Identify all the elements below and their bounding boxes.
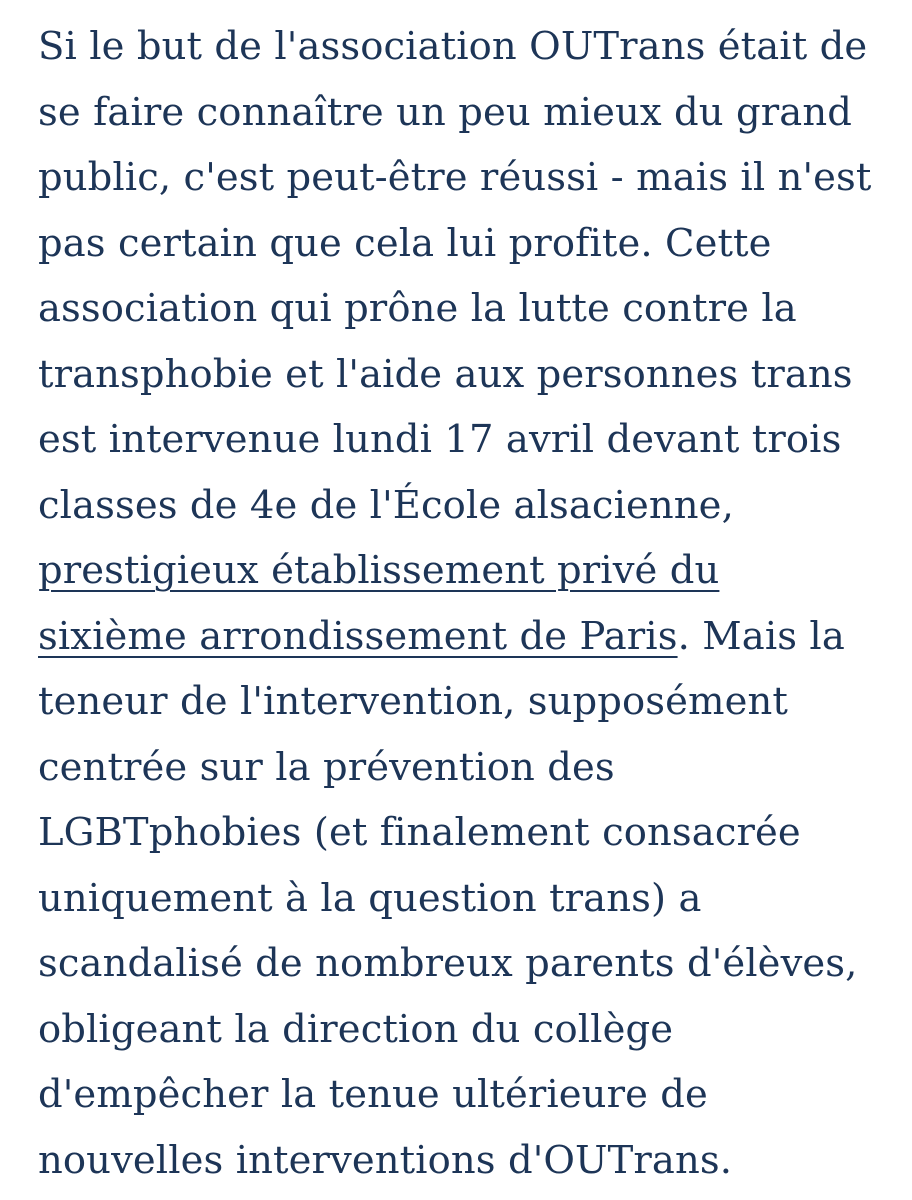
article-paragraph xyxy=(38,14,898,1193)
paragraph-line: classes de 4e de l'École alsacienne, xyxy=(38,482,734,528)
paragraph-line: association qui prône la lutte contre la xyxy=(38,286,797,331)
paragraph-line: transphobie et l'aide aux personnes trans xyxy=(38,351,853,397)
article-link-part-1[interactable]: prestigieux établissement privé du xyxy=(38,548,720,593)
paragraph-line: Si le but de l'association OUTrans était de xyxy=(38,24,868,69)
paragraph-line: centrée sur la prévention des xyxy=(38,744,615,790)
paragraph-line: pas certain que cela lui profite. Cette xyxy=(38,220,772,266)
paragraph-line: d'empêcher la tenue ultérieure de xyxy=(38,1072,708,1117)
paragraph-line: nouvelles interventions d'OUTrans. xyxy=(38,1137,733,1183)
paragraph-line-link xyxy=(38,604,898,670)
paragraph-line: obligeant la direction du collège xyxy=(38,1006,674,1052)
paragraph-line-link xyxy=(38,538,898,604)
article-link-part-2[interactable]: sixième arrondissement de Paris xyxy=(38,613,678,659)
paragraph-line: uniquement à la question trans) a xyxy=(38,875,702,921)
paragraph-line: scandalisé de nombreux parents d'élèves, xyxy=(38,941,858,986)
paragraph-line: teneur de l'intervention, supposément xyxy=(38,679,788,724)
paragraph-line: LGBTphobies (et finalement consacrée xyxy=(38,810,801,855)
paragraph-line: est intervenue lundi 17 avril devant trois xyxy=(38,417,842,462)
paragraph-line: se faire connaître un peu mieux du grand xyxy=(38,89,852,135)
paragraph-line: public, c'est peut-être réussi - mais il n'est xyxy=(38,155,872,200)
paragraph-text-after-link: . Mais la xyxy=(677,613,845,659)
